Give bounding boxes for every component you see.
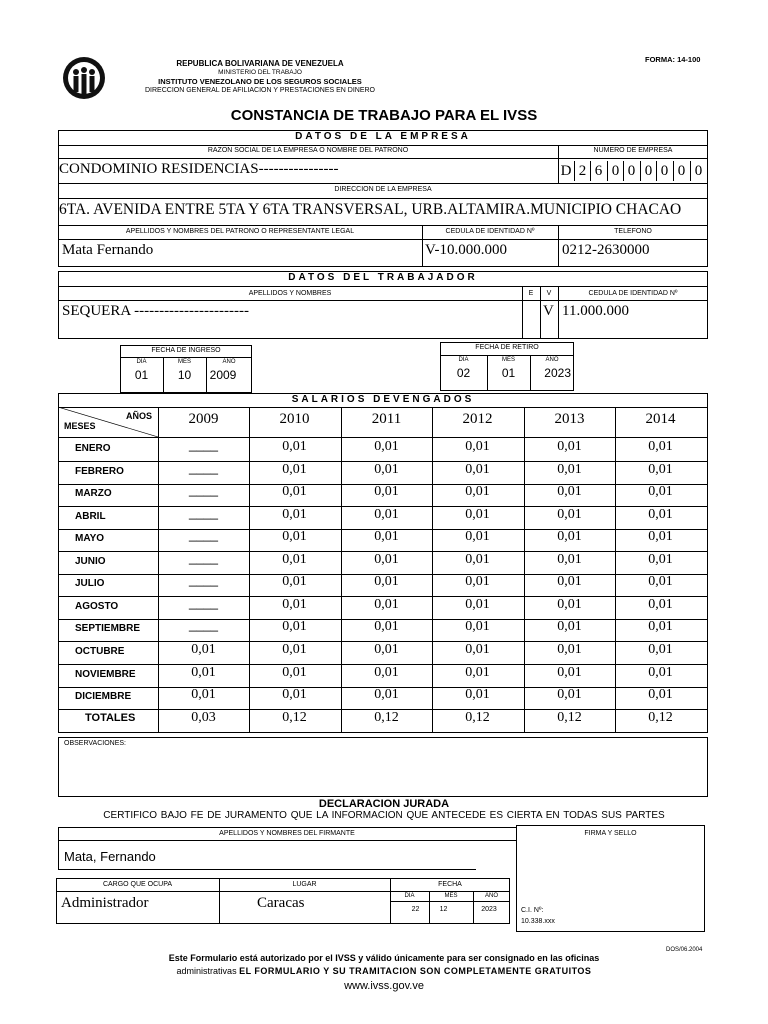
salary-cell: 0,01 [557, 574, 582, 589]
header-line-3: INSTITUTO VENEZOLANO DE LOS SEGUROS SOCIALES [158, 77, 362, 86]
month-label: NOVIEMBRE [75, 669, 136, 680]
page-title: CONSTANCIA DE TRABAJO PARA EL IVSS [230, 107, 538, 124]
year-header: 2009 [188, 411, 219, 427]
trabajador-nombres-label: APELLIDOS Y NOMBRES [248, 290, 332, 297]
salary-cell: ____ [189, 505, 218, 520]
footer-line-2 [0, 966, 768, 976]
salary-cell: 0,01 [557, 484, 582, 499]
ingreso-dia: 01 [134, 368, 149, 382]
year-header: 2012 [462, 411, 493, 427]
header-line-1: REPUBLICA BOLIVARIANA DE VENEZUELA [176, 59, 344, 68]
salary-cell: 0,01 [465, 552, 490, 567]
ci-value: 10.338.xxx [521, 918, 555, 925]
salary-cell: 0,01 [648, 597, 673, 612]
observaciones-box [58, 737, 708, 797]
fecha-ano: 2023 [481, 906, 497, 913]
salary-cell: 0,01 [465, 687, 490, 702]
salary-cell: 0,01 [374, 619, 399, 634]
salary-cell: 0,01 [374, 529, 399, 544]
cedula-patrono-label: CEDULA DE IDENTIDAD Nº [445, 228, 535, 235]
salary-cell: 0,01 [648, 507, 673, 522]
salary-cell: ____ [189, 527, 218, 542]
salary-cell: 0,01 [191, 665, 216, 680]
anos-label: AÑOS [126, 411, 153, 421]
fecha-dia-label: DIA [404, 893, 415, 899]
salary-cell: 0,01 [648, 665, 673, 680]
retiro-mes: 01 [501, 366, 516, 380]
firma-sello-box [516, 825, 705, 932]
salary-cell: 0,01 [465, 462, 490, 477]
footer-code: DOS/06.2004 [666, 947, 703, 953]
salary-cell: 0,01 [465, 507, 490, 522]
numero-digit: 0 [673, 161, 689, 181]
fecha-retiro-label: FECHA DE RETIRO [475, 344, 539, 351]
salary-cell: 0,01 [282, 687, 307, 702]
salary-cell: 0,01 [465, 574, 490, 589]
salary-cell: ____ [189, 460, 218, 475]
e-label: E [528, 290, 534, 297]
salary-cell: 0,01 [465, 597, 490, 612]
salary-cell: ____ [189, 482, 218, 497]
salary-cell: 0,01 [557, 439, 582, 454]
declaracion-text: CERTIFICO BAJO FE DE JURAMENTO QUE LA INFORMACION QUE ANTECEDE ES CIERTA EN TODAS SUS PARTES [103, 810, 665, 821]
salary-cell: 0,01 [648, 619, 673, 634]
numero-digit: 0 [690, 161, 706, 181]
salary-cell: 0,01 [557, 665, 582, 680]
lugar-label: LUGAR [292, 881, 317, 888]
total-cell: 0,12 [374, 710, 399, 725]
retiro-ano: 2023 [544, 366, 571, 380]
salary-cell: 0,01 [465, 665, 490, 680]
month-label: MAYO [75, 533, 105, 544]
telefono-label: TELEFONO [614, 228, 652, 235]
cargo-value: Administrador [61, 895, 149, 911]
ci-label: C.I. Nº: [521, 907, 544, 914]
salary-cell: 0,01 [282, 462, 307, 477]
totales-label: TOTALES [85, 712, 136, 724]
ingreso-dia-label: DIA [136, 359, 147, 365]
year-header: 2010 [279, 411, 310, 427]
patrono-label: APELLIDOS Y NOMBRES DEL PATRONO O REPRESENTANTE LEGAL [125, 228, 355, 235]
ingreso-mes-label: MES [177, 359, 191, 365]
salary-cell: 0,01 [374, 574, 399, 589]
total-cell: 0,12 [282, 710, 307, 725]
ingreso-mes: 10 [177, 368, 192, 382]
firma-sello-label: FIRMA Y SELLO [584, 830, 637, 837]
salary-cell: 0,01 [648, 462, 673, 477]
firmante-value: Mata, Fernando [64, 849, 156, 864]
meses-label: MESES [64, 421, 96, 431]
retiro-ano-label: AÑO [545, 357, 559, 363]
telefono-value: 0212-2630000 [562, 242, 650, 258]
declaracion-title: DECLARACION JURADA [318, 798, 450, 810]
salary-cell: 0,01 [557, 529, 582, 544]
total-cell: 0,12 [648, 710, 673, 725]
numero-digit: 2 [574, 161, 590, 181]
salary-cell: 0,01 [282, 552, 307, 567]
salary-cell: 0,01 [557, 462, 582, 477]
salary-cell: ____ [189, 595, 218, 610]
observaciones-label: OBSERVACIONES: [64, 740, 126, 747]
salary-cell: 0,01 [282, 507, 307, 522]
nacionalidad-value: V [543, 303, 554, 319]
month-label: ENERO [75, 443, 111, 454]
fecha-mes: 12 [439, 906, 448, 913]
salary-cell: 0,01 [374, 665, 399, 680]
salary-cell: 0,01 [374, 687, 399, 702]
trabajador-section-title: DATOS DEL TRABAJADOR [288, 272, 478, 283]
salary-cell: 0,01 [191, 642, 216, 657]
salary-cell: 0,01 [374, 552, 399, 567]
footer-line-1: Este Formulario está autorizado por el IVSS y válido únicamente para ser consignado en las oficinas [168, 953, 600, 963]
salary-cell: 0,01 [191, 687, 216, 702]
salary-cell: 0,01 [282, 439, 307, 454]
retiro-dia: 02 [456, 366, 471, 380]
fecha-dia: 22 [411, 906, 420, 913]
salary-cell: 0,01 [557, 552, 582, 567]
retiro-mes-label: MES [501, 357, 515, 363]
month-label: SEPTIEMBRE [75, 623, 141, 634]
month-label: FEBRERO [75, 466, 124, 477]
header-line-4: DIRECCION GENERAL DE AFILIACION Y PRESTACIONES EN DINERO [144, 87, 375, 94]
numero-empresa-digits [558, 161, 708, 181]
year-header: 2011 [371, 411, 402, 427]
salary-cell: 0,01 [282, 642, 307, 657]
salarios-section-title: SALARIOS DEVENGADOS [291, 394, 475, 405]
salary-cell: 0,01 [465, 642, 490, 657]
numero-digit: 0 [640, 161, 656, 181]
salary-cell: 0,01 [648, 642, 673, 657]
year-header: 2013 [554, 411, 585, 427]
patrono-value: Mata Fernando [62, 242, 154, 258]
salary-cell: 0,01 [648, 552, 673, 567]
salary-cell: 0,01 [557, 642, 582, 657]
salary-cell: 0,01 [374, 484, 399, 499]
month-label: MARZO [75, 488, 112, 499]
ivss-logo [62, 56, 106, 100]
month-label: OCTUBRE [75, 646, 125, 657]
total-cell: 0,12 [465, 710, 490, 725]
salary-cell: 0,01 [648, 574, 673, 589]
forma-code: FORMA: 14-100 [645, 55, 701, 64]
razon-social-label: RAZON SOCIAL DE LA EMPRESA O NOMBRE DEL PATRONO [207, 147, 409, 154]
total-cell: 0,12 [557, 710, 582, 725]
salary-cell: ____ [189, 572, 218, 587]
direccion-label: DIRECCION DE LA EMPRESA [334, 186, 432, 193]
salary-cell: ____ [189, 550, 218, 565]
fecha-ingreso-label: FECHA DE INGRESO [151, 347, 221, 354]
salary-cell: 0,01 [557, 619, 582, 634]
fecha-mes-label: MES [444, 893, 458, 899]
retiro-dia-label: DIA [458, 357, 469, 363]
salary-cell: 0,01 [648, 687, 673, 702]
numero-digit: 0 [607, 161, 623, 181]
numero-empresa-label: NUMERO DE EMPRESA [593, 147, 673, 154]
ingreso-ano: 2009 [209, 368, 237, 382]
trabajador-cedula-label: CEDULA DE IDENTIDAD Nº [588, 290, 678, 297]
trabajador-cedula-value: 11.000.000 [562, 303, 629, 319]
footer-line-2a: administrativas [176, 966, 237, 976]
salary-cell: 0,01 [465, 439, 490, 454]
numero-digit: 6 [590, 161, 606, 181]
v-label: V [546, 290, 552, 297]
salary-cell: 0,01 [557, 597, 582, 612]
salary-cell: ____ [189, 437, 218, 452]
lugar-value: Caracas [257, 895, 305, 911]
salary-cell: 0,01 [465, 619, 490, 634]
salary-cell: 0,01 [374, 642, 399, 657]
total-cell: 0,03 [191, 710, 216, 725]
salary-cell: 0,01 [374, 439, 399, 454]
fecha-ano-label: AÑO [484, 893, 498, 899]
salary-cell: 0,01 [465, 484, 490, 499]
month-label: JUNIO [75, 556, 106, 567]
salary-cell: ____ [189, 617, 218, 632]
ivss-logo-icon [62, 56, 106, 100]
month-label: ABRIL [75, 511, 106, 522]
salary-cell: 0,01 [374, 507, 399, 522]
salary-cell: 0,01 [465, 529, 490, 544]
ingreso-ano-label: AÑO [222, 359, 236, 365]
fecha-label: FECHA [438, 881, 462, 888]
month-label: JULIO [75, 578, 105, 589]
empresa-section-title: DATOS DE LA EMPRESA [295, 131, 471, 142]
salary-cell: 0,01 [648, 529, 673, 544]
firmante-label: APELLIDOS Y NOMBRES DEL FIRMANTE [219, 830, 355, 837]
month-label: AGOSTO [75, 601, 119, 612]
salary-cell: 0,01 [282, 484, 307, 499]
numero-digit: 0 [656, 161, 672, 181]
numero-digit: D [560, 163, 572, 179]
month-label: DICIEMBRE [75, 691, 132, 702]
salary-cell: 0,01 [282, 574, 307, 589]
numero-digit: 0 [623, 161, 639, 181]
salary-cell: 0,01 [648, 484, 673, 499]
salary-cell: 0,01 [282, 665, 307, 680]
footer-line-2b: EL FORMULARIO Y SU TRAMITACION SON COMPLETAMENTE GRATUITOS [239, 966, 592, 976]
cargo-label: CARGO QUE OCUPA [102, 881, 173, 888]
salary-cell: 0,01 [374, 597, 399, 612]
salary-cell: 0,01 [282, 619, 307, 634]
salary-cell: 0,01 [648, 439, 673, 454]
trabajador-nombres-value: SEQUERA ----------------------- [62, 303, 249, 319]
footer-url[interactable]: www.ivss.gov.ve [344, 980, 424, 992]
salary-cell: 0,01 [282, 597, 307, 612]
direccion-value: 6TA. AVENIDA ENTRE 5TA Y 6TA TRANSVERSAL, URB.ALTAMIRA.MUNICIPIO CHACAO [59, 201, 682, 218]
salary-cell: 0,01 [557, 687, 582, 702]
salary-cell: 0,01 [374, 462, 399, 477]
cedula-patrono-value: V-10.000.000 [425, 242, 507, 258]
salary-cell: 0,01 [557, 507, 582, 522]
header-line-2: MINISTERIO DEL TRABAJO [218, 69, 302, 76]
year-header: 2014 [645, 411, 676, 427]
salary-cell: 0,01 [282, 529, 307, 544]
razon-social-value: CONDOMINIO RESIDENCIAS---------------- [59, 161, 339, 177]
agency-header [110, 59, 410, 95]
